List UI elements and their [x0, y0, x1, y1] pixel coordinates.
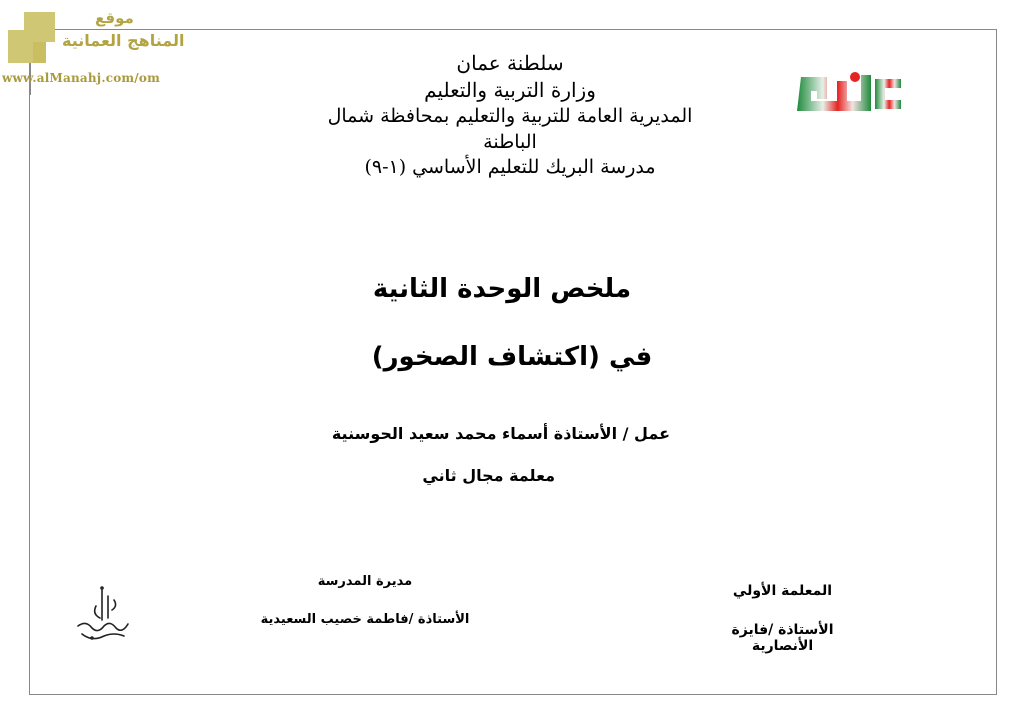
senior-teacher-name: الأستاذة /فايزة الأنصارية	[731, 622, 834, 654]
calligraphy-emblem-icon	[72, 586, 134, 644]
author-line: عمل / الأستاذة أسماء محمد سعيد الحوسنية	[331, 424, 670, 443]
author-role: معلمة مجال ثاني	[422, 466, 555, 485]
principal-name: الأستاذة /فاطمة خصيب السعيدية	[260, 612, 470, 627]
oman-emblem-logo-icon	[797, 69, 905, 121]
site-watermark-logo	[0, 0, 200, 95]
document-title: ملخص الوحدة الثانية	[372, 274, 632, 304]
header-ministry: وزارة التربية والتعليم	[424, 78, 596, 102]
principal-title: مديرة المدرسة	[317, 574, 413, 589]
header-school: مدرسة البريك للتعليم الأساسي (١-٩)	[364, 156, 656, 179]
site-url: www.alManahj.com/om	[2, 71, 160, 85]
document-subtitle: في (اكتشاف الصخور)	[371, 342, 653, 372]
senior-teacher-title: المعلمة الأولي	[732, 583, 833, 599]
logo-divider	[55, 29, 200, 30]
logo-square	[33, 42, 46, 63]
site-name-line2: المناهج العمانية	[62, 31, 185, 50]
header-directorate: المديرية العامة للتربية والتعليم بمحافظة شمال الباطنة	[327, 105, 693, 153]
site-name-line1: موقع	[95, 9, 134, 27]
header-country: سلطنة عمان	[456, 51, 564, 75]
official-header	[300, 50, 720, 181]
